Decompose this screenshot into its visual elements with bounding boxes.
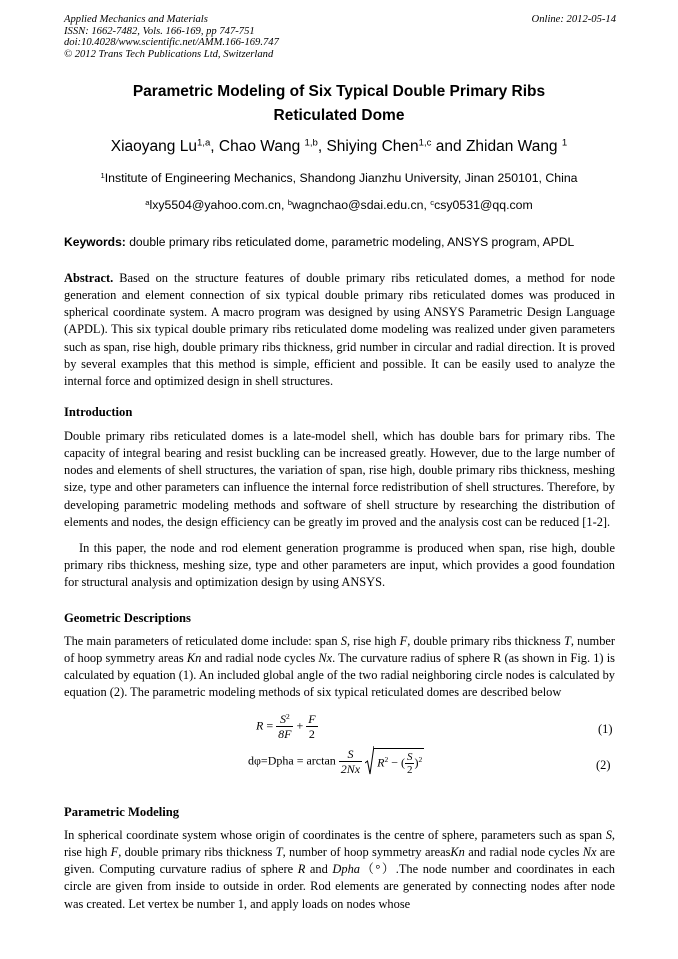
email-mark: b — [287, 197, 293, 207]
text-run: and — [305, 862, 333, 877]
keywords — [64, 234, 616, 250]
eq-operator: = — [296, 753, 304, 768]
variable: Kn — [186, 651, 202, 666]
text-run: and radial node cycles — [464, 845, 583, 860]
text-run: , double primary ribs thickness — [407, 634, 564, 648]
text-run: . The curvature radius of sphere R (as shown in Fig. 1) is calculated by equation (1). An included global angle of the two radial neighboring circle nodes is calculated by equation (2). The parametric modeling methods of six typical reticulated domes are described below — [64, 651, 615, 700]
abstract-label: Abstract. — [64, 271, 114, 285]
variable: Kn — [450, 845, 465, 860]
section-heading-introduction: Introduction — [64, 405, 133, 419]
text-run: and radial node cycles — [201, 651, 319, 666]
text-run: , number of hoop symmetry areas — [64, 634, 616, 666]
eq-paren: ( — [400, 754, 405, 769]
author-name: and Zhidan Wang — [431, 138, 562, 155]
online-date: Online: 2012-05-14 — [531, 14, 616, 25]
email-list — [64, 197, 614, 213]
variable: T — [275, 845, 283, 860]
running-header — [64, 14, 616, 60]
author-affil-mark: 1,a — [196, 137, 211, 149]
eq-paren: ) — [414, 754, 419, 769]
eq-numerator: S — [406, 750, 413, 763]
parametric-paragraph — [64, 827, 615, 913]
abstract — [64, 270, 615, 390]
eq-exponent: 2 — [384, 754, 389, 764]
title-line-2: Reticulated Dome — [273, 107, 405, 124]
introduction-paragraph-2: In this paper, the node and rod element generation programme is produced when span, rise high, double primary ribs thickness, meshing size, type and other parameters are input, which provides a good foundation for structural analysis and optimization design by using ANSYS. — [64, 541, 615, 590]
equation-2-number: (2) — [596, 758, 611, 772]
title-line-1: Parametric Modeling of Six Typical Double Primary Ribs — [132, 83, 546, 100]
eq-operator: + — [296, 718, 304, 733]
email-mark: a — [145, 197, 150, 207]
author-affil-mark: 1,c — [418, 137, 432, 149]
variable: F — [399, 634, 408, 648]
email-address[interactable]: wagnchao@sdai.edu.cn, — [292, 198, 431, 212]
author-name: , Chao Wang — [210, 138, 305, 155]
journal-name: Applied Mechanics and Materials — [64, 14, 208, 25]
equation-2 — [248, 747, 424, 776]
author-affil-mark: 1,b — [304, 137, 318, 149]
eq-square-root — [365, 748, 424, 776]
variable: Nx — [318, 651, 333, 666]
abstract-text: Based on the structure features of double primary ribs reticulated domes, a method for node generation and element connection of six typical double primary ribs reticulated domes was produced in spherical coordinate system. A macro program was designed by using ANSYS Parametric Design Language (APDL). This six typical double primary ribs reticulated dome modeling was realized under given parameters such as span, rise high, double primary ribs thickness, grid number in circular and radial direction. It is proved by several examples that this method is simple, efficient and possible. It can be easily used to analyze the internal force and optimized design in shell structures. — [64, 271, 615, 388]
geometric-paragraph — [64, 633, 615, 702]
keywords-label: Keywords: — [64, 235, 126, 249]
issn-line: ISSN: 1662-7482, Vols. 166-169, pp 747-751 — [64, 25, 255, 37]
eq-operator: − — [391, 754, 398, 769]
sqrt-sign-icon — [365, 746, 374, 776]
eq-denominator: 8F — [278, 727, 292, 741]
eq-symbol: dφ=Dpha — [248, 753, 294, 768]
author-list — [64, 137, 614, 157]
variable: S — [605, 828, 612, 842]
eq-exponent: 2 — [285, 711, 290, 721]
variable: R — [297, 862, 306, 877]
text-run: , double primary ribs thickness — [118, 845, 276, 860]
eq-denominator: 2Nx — [340, 762, 361, 776]
section-heading-parametric: Parametric Modeling — [64, 805, 180, 819]
eq-fraction — [339, 747, 362, 776]
text-run: In spherical coordinate system whose origin of coordinates is the centre of sphere, parameters such as span — [64, 828, 606, 842]
text-run: , rise high — [346, 634, 400, 648]
author-name: , Shiying Chen — [317, 138, 419, 155]
equation-1-number: (1) — [598, 722, 613, 736]
author-name: Xiaoyang Lu — [110, 138, 197, 155]
affiliation-mark: 1 — [100, 170, 105, 180]
eq-symbol: R — [377, 754, 385, 769]
text-run: , number of hoop symmetry areas — [282, 845, 451, 860]
text-run: The main parameters of reticulated dome include: span — [64, 634, 341, 648]
introduction-paragraph-1: Double primary ribs reticulated domes is a late-model shell, which has double bars for primary ribs. The capacity of integral bearing and resist buckling can be increased greatly. However, due to the large number of nodes and elements of shell structures, the variation of span, rise high, double primary ribs thickness, meshing size, type and other parameters can influence the internal force redistribution of shell structures. Therefore, by developing parametric modeling methods and software of shell structure by researching the distribution of elements and nodes, the design efficiency can be greatly im proved and the analysis cost can be reduced [1-2]. — [64, 429, 615, 529]
author-affil-mark: 1 — [561, 137, 568, 149]
paper-title — [64, 80, 614, 128]
eq-fraction — [276, 712, 293, 741]
eq-symbol: R — [256, 718, 264, 733]
copyright-line: © 2012 Trans Tech Publications Ltd, Switzerland — [64, 48, 274, 60]
eq-function: arctan — [306, 753, 336, 768]
eq-denominator: 2 — [406, 763, 413, 776]
eq-numerator: S — [279, 712, 286, 726]
affiliation — [64, 170, 614, 186]
eq-exponent: 2 — [418, 754, 423, 764]
equation-1 — [256, 712, 318, 741]
variable: F — [110, 845, 119, 860]
variable: Nx — [582, 845, 597, 860]
text-run: （°）.The node number and coordinates in each circle are given from inside to outside in order. Rod elements are generated by connecting nodes after node was created. Let vertex be number 1, and apply loads on nodes whose — [64, 862, 615, 911]
email-mark: c — [430, 197, 435, 207]
eq-denominator: 2 — [308, 727, 315, 741]
eq-fraction — [306, 712, 317, 741]
eq-numerator: F — [308, 712, 316, 726]
keywords-text: double primary ribs reticulated dome, parametric modeling, ANSYS program, APDL — [125, 235, 575, 249]
variable: S — [340, 634, 347, 648]
email-address[interactable]: lxy5504@yahoo.com.cn, — [149, 198, 288, 212]
text-run: are given. Computing curvature radius of sphere — [64, 845, 615, 877]
doi-line: doi:10.4028/www.scientific.net/AMM.166-169.747 — [64, 37, 279, 49]
email-address[interactable]: csy0531@qq.com — [434, 198, 533, 212]
section-heading-geometric: Geometric Descriptions — [64, 611, 191, 625]
variable: Dpha — [332, 862, 360, 877]
affiliation-text: Institute of Engineering Mechanics, Shandong Jianzhu University, Jinan 250101, China — [104, 171, 578, 185]
text-run: , rise high — [64, 828, 615, 860]
variable: T — [563, 634, 571, 648]
eq-operator: = — [266, 718, 274, 733]
eq-numerator: S — [339, 747, 362, 762]
